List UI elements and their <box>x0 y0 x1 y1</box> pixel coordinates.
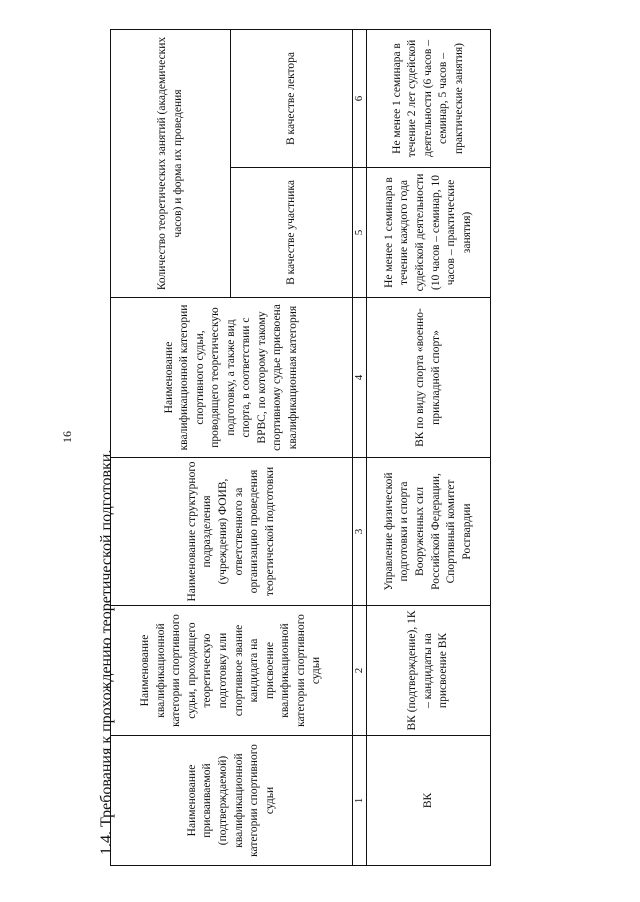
column-number: 2 <box>353 606 367 736</box>
cell-assigned-category: ВК <box>367 736 491 866</box>
requirements-table-container <box>110 30 490 866</box>
requirements-table <box>110 29 491 866</box>
header-responsible-unit: Наименование структурного подразделения (учреждения) ФОИВ, ответственного за организацию проведения теоретической подготовки <box>111 458 353 606</box>
column-number: 4 <box>353 298 367 458</box>
header-as-lecturer: В качестве лектора <box>231 29 353 167</box>
page-number: 16 <box>60 431 74 443</box>
header-as-participant: В качестве участника <box>231 168 353 298</box>
column-number: 1 <box>353 736 367 866</box>
cell-lecturer-category: ВК по виду спорта «военно-прикладной спорт» <box>367 298 491 458</box>
cell-as-participant: Не менее 1 семинара в течение каждого года судейской деятельности (10 часов – семинар, 10 часов – практические занятия) <box>367 168 491 298</box>
cell-trainee-category: ВК (подтверждение), 1К – кандидаты на присвоение ВК <box>367 606 491 736</box>
column-number: 5 <box>353 168 367 298</box>
header-assigned-category: Наименование присваиваемой (подтверждаемой) квалификационной категории спортивного судьи <box>111 736 353 866</box>
header-lecturer-category: Наименование квалификационной категории спортивного судьи, проводящего теоретическую подготовку, а также вид спорта, в соответствии с ВРВС, по которому такому спортивному судье присвоена квалификационная категория <box>111 298 353 458</box>
cell-responsible-unit: Управление физической подготовки и спорта Вооруженных сил Российской Федерации, Спортивный комитет Росгвардии <box>367 458 491 606</box>
section-heading: 1.4. Требования к прохождению теоретической подготовки. <box>98 449 115 855</box>
header-trainee-category: Наименование квалификационной категории спортивного судьи, проходящего теоретическую подготовку или спортивное звание кандидата на присвоение квалификационной категории спортивного судьи <box>111 606 353 736</box>
column-number: 6 <box>353 29 367 167</box>
cell-as-lecturer: Не менее 1 семинара в течение 2 лет судейской деятельности (6 часов – семинар, 5 часов – практические занятия) <box>367 29 491 167</box>
column-number: 3 <box>353 458 367 606</box>
header-sessions-count: Количество теоретических занятий (академических часов) и форма их проведения <box>111 29 231 297</box>
